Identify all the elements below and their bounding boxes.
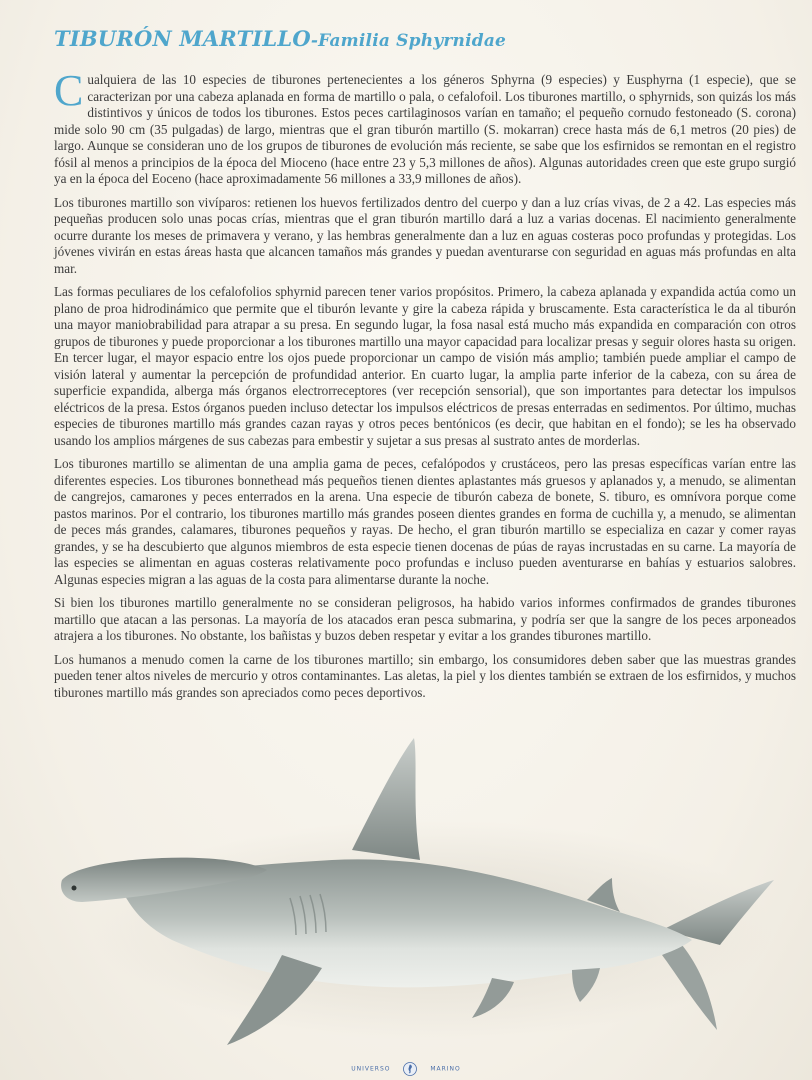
paragraph-intro — [54, 66, 796, 188]
paragraph-cephalofoil: Las formas peculiares de los cefalofolios sphyrnid parecen tener varios propósitos. Primero, la cabeza aplanada y expandida actúa como un plano de proa hidrodinámico que permite que el tiburón levante y gire la cabeza rápida y bruscamente. Esta característica le da al tiburón una mayor maniobrabilidad para atrapar a su presa. En segundo lugar, la fosa nasal está mucho más expandida en comparación con otros grupos de tiburones y puede proporcionar a los tiburones martillo una mayor capacidad para localizar presas y seguir olores hasta su origen. En tercer lugar, el mayor espacio entre los ojos puede proporcionar un campo de visión más amplio; también puede ampliar el campo de visión lateral y aumentar la percepción de profundidad anterior. En cuarto lugar, la amplia parte inferior de la cabeza, con su área de superficie expandida, alberga más órganos electrorreceptores (ver recepción sensorial), que son importantes para detectar los impulsos eléctricos de la presa. Estos órganos pueden incluso detectar los impulsos eléctricos de presas enterradas en sedimentos. Por último, muchas especies de tiburones martillo más grandes cazan rayas y otros peces bentónicos (es decir, que habitan en el fondo); se les ha observado usando los amplios márgenes de sus cabezas para embestir y sujetar a sus presas al sustrato antes de morderlas. — [54, 284, 796, 448]
drop-cap: C — [54, 66, 84, 115]
paragraph-diet: Los tiburones martillo se alimentan de una amplia gama de peces, cefalópodos y crustáceos, pero las presas específicas varían entre las diferentes especies. Los tiburones bonnethead más pequeños tienen dientes aplastantes más gruesos y aplanados y, a menudo, se alimentan de cangrejos, camarones y peces enterrados en la arena. Una especie de tiburón cabeza de bonete, S. tiburo, es omnívora porque come pastos marinos. Por el contrario, los tiburones martillo más grandes poseen dientes grandes en forma de cuchilla y, a menudo, se alimentan de peces más grandes, calamares, tiburones pequeños y rayas. De hecho, el gran tiburón martillo se especializa en cazar y comer rayas grandes, y se ha descubierto que algunos miembros de esta especie tienen docenas de púas de rayas incrustadas en su carne. La mayoría de las especies se alimentan en aguas costeras relativamente poco profundas e incluso pueden aventurarse en bahías y estuarios salobres. Algunas especies migran a las aguas de la costa para alimentarse durante la noche. — [54, 456, 796, 587]
page-title — [54, 26, 506, 51]
paragraph-reproduction: Los tiburones martillo son vivíparos: retienen los huevos fertilizados dentro del cuerpo y dan a luz crías vivas, de 2 a 42. Las especies más pequeñas producen solo unas pocas crías, mientras que el gran tiburón martillo dará a luz a varias docenas. El nacimiento generalmente ocurre durante los meses de primavera y verano, y las hembras generalmente dan a luz en aguas costeras poco profundas y protegidas. Los jóvenes vivirán en estas áreas hasta que alcancen tamaños más grandes y puedan aventurarse con seguridad en aguas más profundas en alta mar. — [54, 194, 796, 276]
title-family: -Familia Sphyrnidae — [310, 31, 507, 51]
dorsal-fin — [352, 738, 420, 860]
article-body — [54, 66, 796, 708]
seahorse-logo-icon — [403, 1062, 417, 1076]
paragraph-text: ualquiera de las 10 especies de tiburones pertenecientes a los géneros Sphyrna (9 especies) y Eusphyrna (1 especie), que se caracterizan por una cabeza aplanada en forma de martillo o pala, o cefalofoil. Los tiburones martillo, o sphyrnids, son quizás los más distintivos y únicos de todos los tiburones. Estos peces cartilaginosos varían en tamaño; el pequeño cornudo festoneado (S. corona) mide solo 90 cm (35 pulgadas) de largo, mientras que el gran tiburón martillo (S. mokarran) crece hasta más de 6,1 metros (20 pies) de largo. Aunque se consideran uno de los grupos de tiburones de evolución más reciente, se sabe que los esfirnidos se remontan en el registro fósil al menos a principios de la época del Mioceno (hace entre 23 y 5,3 millones de años). Algunas autoridades creen que este grupo surgió ya en la época del Eoceno (hace aproximadamente 56 millones a 33,9 millones de años). — [54, 72, 796, 186]
title-main: TIBURÓN MARTILLO — [54, 26, 311, 51]
paragraph-danger: Si bien los tiburones martillo generalmente no se consideran peligrosos, ha habido varios informes confirmados de grandes tiburones martillo que atacan a las personas. La mayoría de los atacados eran pesca submarina, y podría ser que la sangre de los peces arponeados atrajera a los tiburones. No obstante, los bañistas y buzos deben respetar y evitar a los grandes tiburones martillo. — [54, 595, 796, 643]
paragraph-human-use: Los humanos a menudo comen la carne de los tiburones martillo; sin embargo, los consumidores deben saber que las muestras grandes pueden tener altos niveles de mercurio y otros contaminantes. Las aletas, la piel y los dientes también se extraen de los esfirnidos, y muchos tiburones martillo más grandes son apreciados como peces deportivos. — [54, 651, 796, 700]
footer-right-text: MARINO — [430, 1065, 461, 1073]
footer — [0, 1062, 812, 1078]
footer-left-text: UNIVERSO — [351, 1065, 391, 1073]
hammerhead-shark-illustration — [52, 730, 782, 1070]
